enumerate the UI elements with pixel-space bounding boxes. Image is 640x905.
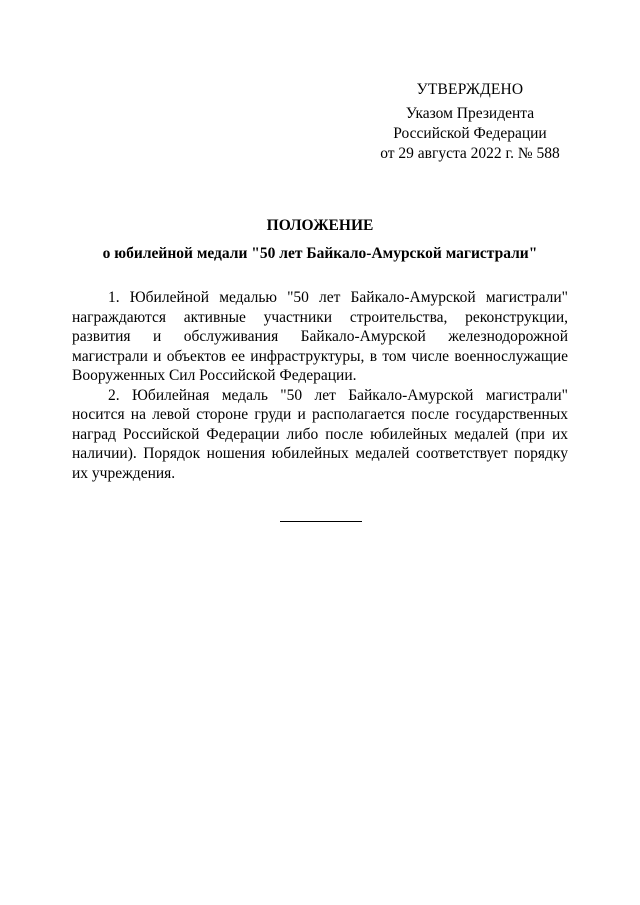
- document-subheading: о юбилейной медали "50 лет Байкало-Амурской магистрали": [102, 245, 538, 262]
- paragraph-2: 2. Юбилейная медаль "50 лет Байкало-Амурской магистрали" носится на левой стороне груди и располагается после государственных наград Российской Федерации либо после юбилейных медалей (при их наличии). Порядок ношения юбилейных медалей соответствует порядку их учреждения.: [72, 386, 568, 482]
- approval-date-number: от 29 августа 2022 г. № 588: [380, 145, 560, 162]
- paragraph-1: 1. Юбилейной медалью "50 лет Байкало-Амурской магистрали" награждаются активные участники строительства, реконструкции, развития и обслуживания Байкало-Амурской железнодорожной магистрали и объектов ее инфраструктуры, в том числе военнослужащие Вооруженных Сил Российской Федерации.: [72, 289, 568, 384]
- end-separator-line: [280, 521, 362, 522]
- document-body: [72, 288, 568, 483]
- document-title-block: [72, 216, 568, 264]
- approved-country: Российской Федерации: [393, 125, 547, 142]
- approved-label: УТВЕРЖДЕНО: [416, 81, 524, 98]
- document-heading: ПОЛОЖЕНИЕ: [266, 217, 374, 234]
- approval-block: [370, 80, 570, 164]
- approved-by: Указом Президента: [405, 105, 535, 122]
